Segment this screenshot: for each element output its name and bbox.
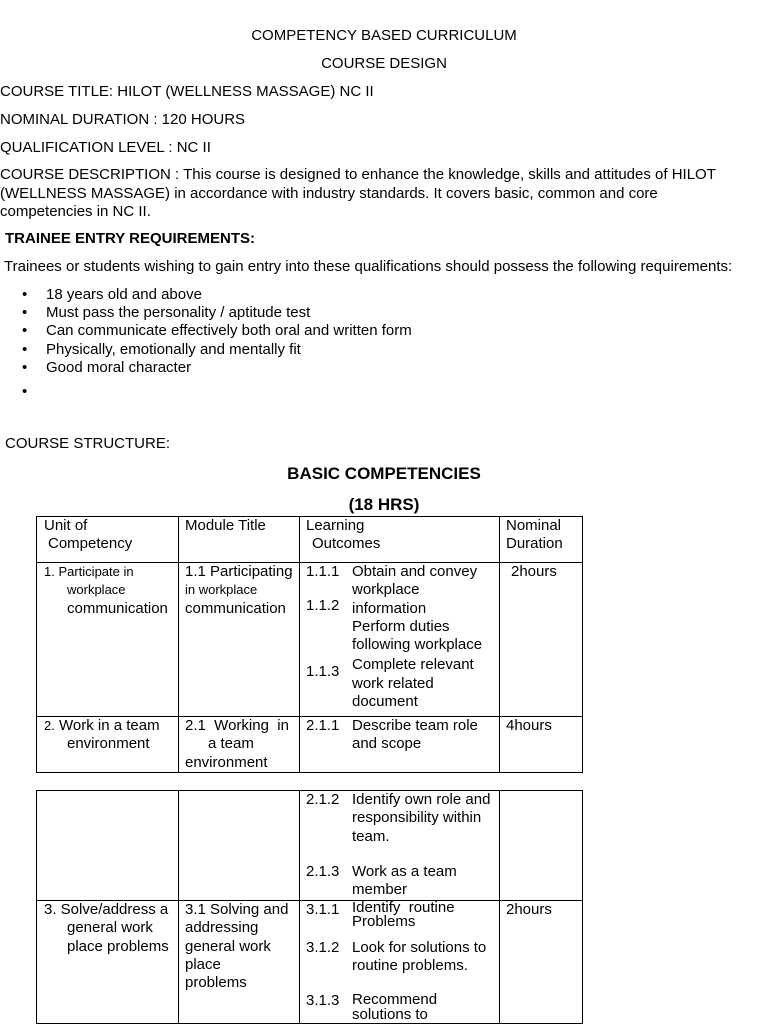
table-row-duration: 4hours: [506, 717, 552, 734]
course-description-line: COURSE DESCRIPTION : This course is designed to enhance the knowledge, skills and attitudes of HILOT: [0, 166, 716, 183]
qualification-level: QUALIFICATION LEVEL : NC II: [0, 139, 211, 156]
document-title: COMPETENCY BASED CURRICULUM: [251, 27, 517, 44]
list-item: • 18 years old and above: [22, 286, 202, 303]
table-row-outcomes: 2.1.2 Identify own role and responsibility within team. 2.1.3 Work as a team member: [306, 791, 491, 899]
document-subtitle: COURSE DESIGN: [321, 55, 447, 72]
table-row-duration: 2hours: [506, 901, 552, 918]
table-row-module: 2.1 Working in a team environment: [185, 717, 289, 771]
entry-requirements-list: [0, 286, 412, 401]
unit-label: Work in a team: [54, 717, 160, 734]
table-row-outcomes: 3.1.1 Identify routine Problems 3.1.2 Look for solutions to routine problems. 3.1.3 Recommend solutions to: [306, 899, 487, 1023]
list-item: • Physically, emotionally and mentally fit: [22, 340, 301, 358]
table-row-module: 1.1 Participating in workplace communication: [185, 563, 293, 617]
nominal-duration: NOMINAL DURATION : 120 HOURS: [0, 111, 246, 128]
header-unit: Unit of Competency: [44, 517, 133, 553]
course-title: COURSE TITLE: HILOT (WELLNESS MASSAGE) NC II: [0, 83, 374, 100]
bullet-icon: •: [22, 358, 28, 376]
bullet-icon: •: [22, 286, 28, 303]
list-item: [0, 383, 412, 401]
competency-table-continued: [36, 790, 583, 1024]
unit-number: 2.: [44, 718, 55, 733]
course-description: [0, 166, 760, 222]
table-row-module: 3.1 Solving and addressing general work place problems: [185, 901, 289, 992]
competency-table: Unit of Competency Module Title Learning Outcomes Nominal Duration 1. Participate in workplace communication 1.1 Participating in workplace communication 1.1.1 1.1.2 1.1.3 Obtain and convey workplace information Perform duties following workplace Complete relevant work related document 2hours 2. Work in a team environment 2.1 Working in a team environment 2.1.1 Describe team role and scope 4hours: [36, 516, 583, 773]
table-row-unit: 1. Participate in workplace communication: [44, 564, 168, 617]
bullet-icon: •: [22, 322, 28, 340]
entry-requirements-heading: TRAINEE ENTRY REQUIREMENTS:: [5, 230, 256, 247]
table-row-outcomes: 1.1.1 1.1.2 1.1.3 Obtain and convey workplace information Perform duties following workplace Complete relevant work related document: [306, 563, 483, 711]
bullet-icon: •: [22, 382, 28, 400]
table-row-unit: 2. Work in a team environment: [44, 717, 160, 753]
list-item: • Can communicate effectively both oral and written form: [22, 322, 412, 340]
list-item: • Must pass the personality / aptitude test: [22, 304, 311, 322]
section-title: BASIC COMPETENCIES: [287, 464, 481, 483]
bullet-icon: •: [22, 340, 28, 358]
course-structure-heading: COURSE STRUCTURE:: [5, 435, 171, 452]
header-duration: Nominal Duration: [506, 517, 563, 553]
header-learning: Learning Outcomes: [306, 517, 381, 553]
entry-requirements-intro: Trainees or students wishing to gain entry into these qualifications should possess the following requirements:: [4, 258, 733, 275]
list-item: • Good moral character: [22, 358, 192, 376]
table-row-duration: 2hours: [511, 563, 557, 580]
section-hours: (18 HRS): [348, 495, 420, 514]
table-row-unit: 3. Solve/address a general work place problems: [44, 901, 169, 955]
header-module: Module Title: [185, 517, 266, 534]
course-description-line: (WELLNESS MASSAGE) in accordance with industry standards. It covers basic, common and core: [0, 184, 658, 202]
bullet-icon: •: [22, 304, 28, 322]
course-description-line: competencies in NC II.: [0, 203, 151, 220]
